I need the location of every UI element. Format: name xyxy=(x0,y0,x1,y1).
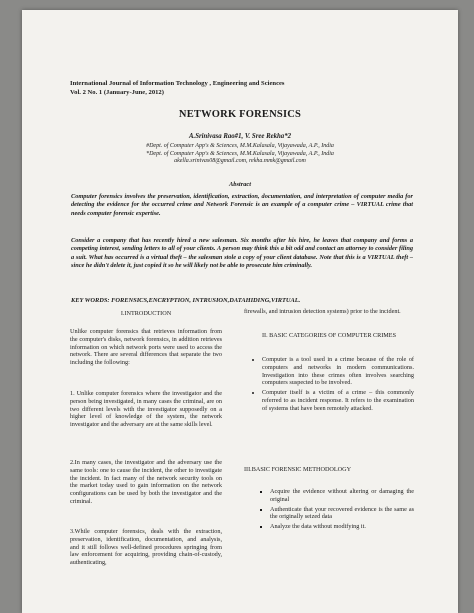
abstract-heading: Abstract xyxy=(228,181,251,188)
affiliations xyxy=(22,143,458,166)
paper-authors: A.Srinivasa Rao#1, V. Sree Rekha*2 xyxy=(188,133,292,140)
abstract-paragraph-1: Computer forensics involves the preservation, identification, extraction, documentation, and interpretation of computer media for detecting the evidence for the occurred crime and Network Forensic is an example of a computer crime – VIRTUAL crime that needs computer forensic expertise. xyxy=(71,193,413,217)
intro-paragraph-4: 3.While computer forensics, deals with the extraction, preservation, identification, documentation, and analysis, and it still follows well-defined procedures springing from law enforcement for acquiring, providing chain-of-custody, authenticating, xyxy=(70,528,222,567)
document-page xyxy=(22,10,458,613)
section3-bullet-2: ▪ Authenticate that your recovered evidence is the same as the originally seized data xyxy=(270,506,414,522)
section2-bullet-2: • Computer itself is a victim of a crime – this commonly referred to as incident response. It refers to the examination of systems that have been remotely attacked. xyxy=(262,389,414,412)
paper-title: NETWORK FORENSICS xyxy=(178,109,302,120)
journal-line-2: Vol. 2 No. 1 (January-June, 2012) xyxy=(70,88,164,96)
section3-bullet-3: ▪ Analyze the data without modifying it. xyxy=(270,523,414,531)
section2-list xyxy=(244,356,414,415)
intro-paragraph-1: Unlike computer forensics that retrieves information from the computer's disks, network forensics, in addition retrieves information on which network ports were used to access the network. There are several differences that separate the two including the following: xyxy=(70,328,222,367)
abstract-paragraph-2: Consider a company that has recently hired a new salesman. Six months after his hire, he leaves that company and forms a competing interest, sending letters to all of your clients. A person may think this a bit odd and contact an attorney to consider filing a suit. What has occurred is a virtual theft – the salesman stole a copy of your client database. Note that this is a VIRTUAL theft – since he didn't delete it, just copied it so he will likely not be able to prosecute him criminally. xyxy=(71,237,413,269)
section3-heading: III.BASIC FORENSIC METHODOLOGY xyxy=(244,466,352,473)
intro-heading xyxy=(70,310,222,318)
affiliation-2: *Dept. of Computer App's & Sciences, M.M.Kalasala, Vijayawada, A.P., India xyxy=(146,150,334,157)
affiliation-1: #Dept. of Computer App's & Sciences, M.M.Kalasala, Vijayawada, A.P., India xyxy=(146,143,334,149)
intro-heading-text: I.INTRODUCTION xyxy=(120,310,172,317)
section3-list xyxy=(244,488,414,533)
journal-line-1: International Journal of Information Technology , Engineering and Sciences xyxy=(70,80,285,87)
section3-bullet-1: ▪ Acquire the evidence without altering or damaging the original xyxy=(270,488,414,504)
intro-paragraph-3: 2.In many cases, the investigator and the adversary use the same tools: one to cause the incident, the other to investigate the incident. In fact many of the network security tools on the market today used to gain information on the network configurations can be used by both the investigator and the criminal. xyxy=(70,459,222,505)
right-top-text: firewalls, and intrusion detection systems) prior to the incident. xyxy=(244,308,401,315)
author-emails: akella.srinivas08@gmail.com, rekha.mmk@gmail.com xyxy=(174,158,306,165)
section2-heading: II. BASIC CATEGORIES OF COMPUTER CRIMES xyxy=(261,332,397,339)
intro-paragraph-2: 1. Unlike computer forensics where the investigator and the person being investigated, in many cases the criminal, are on two different levels with the investigator supposedly on a higher level of knowledge of the system, the network investigator and the adversary are at the same skills level. xyxy=(70,390,222,429)
section2-bullet-1: • Computer is a tool used in a crime because of the role of computers and networks in modern communications. Investigation into these crimes often involves searching computers suspected to be involved. xyxy=(262,356,414,387)
keywords: KEY WORDS: FORENSICS,ENCRYPTION, INTRUSION,DATAHIDING,VIRTUAL. xyxy=(71,297,301,304)
journal-header xyxy=(70,80,285,97)
